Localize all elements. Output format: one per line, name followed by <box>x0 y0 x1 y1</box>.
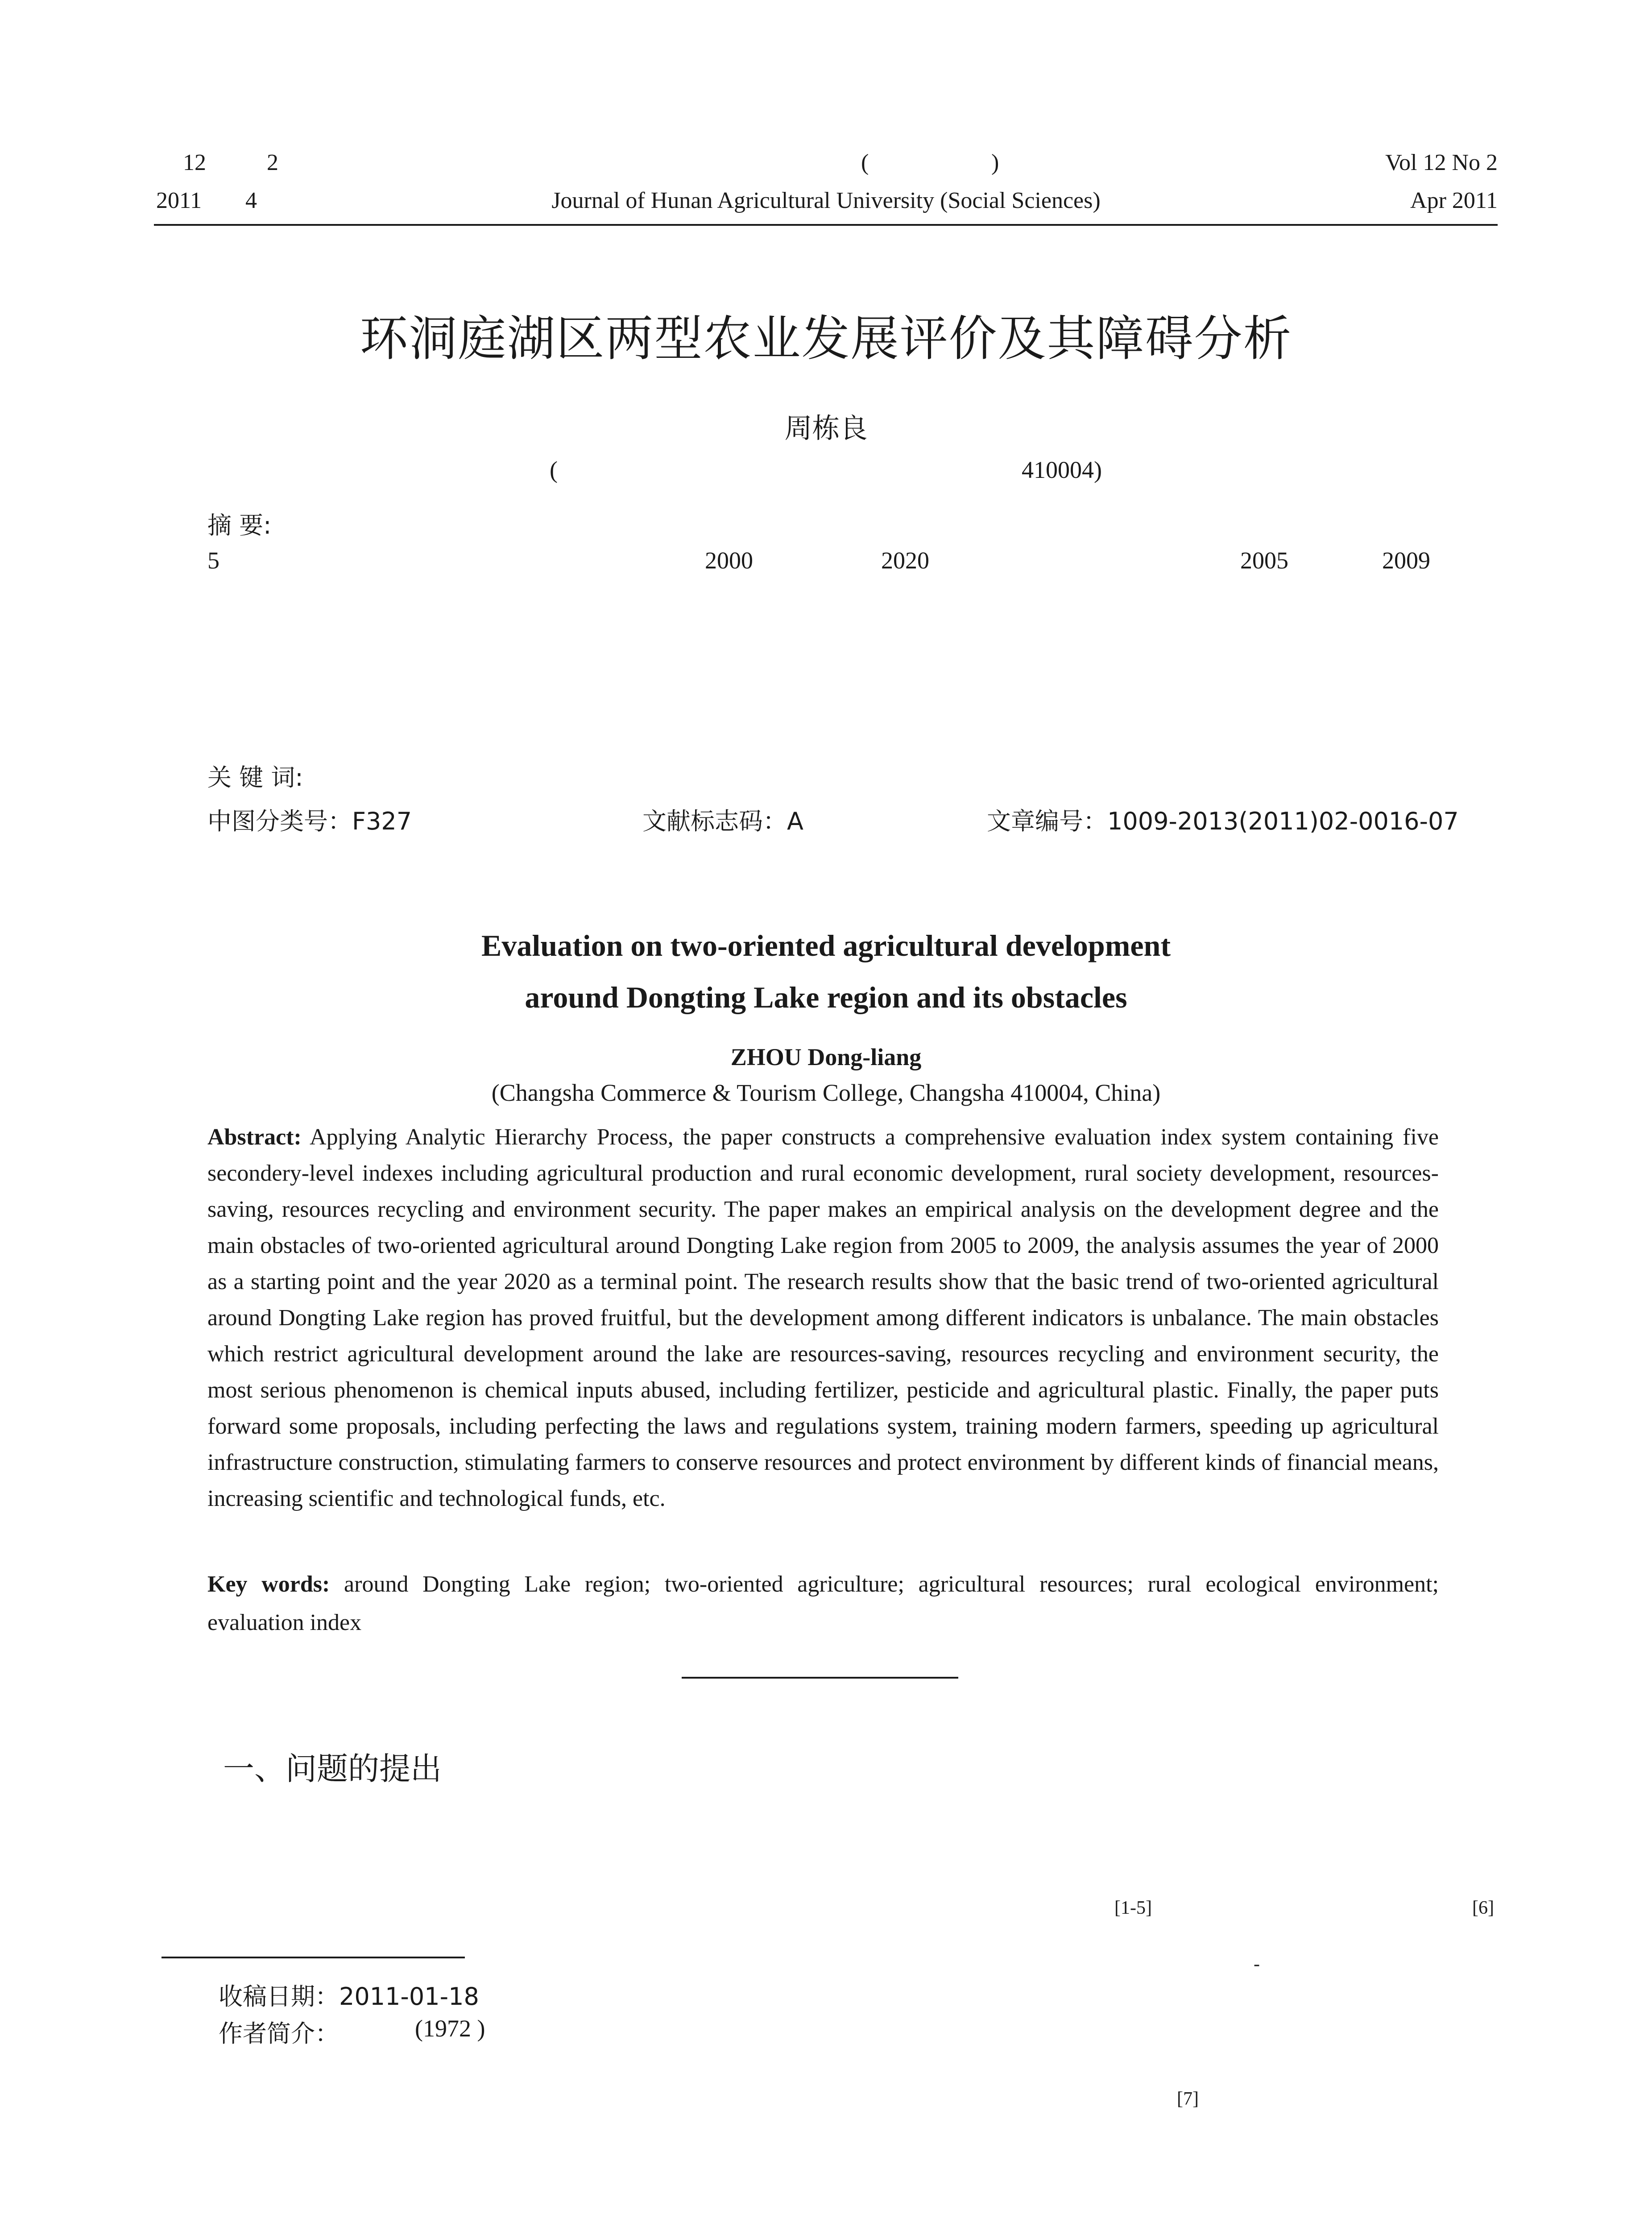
abstract-en-label: Abstract: <box>207 1124 302 1150</box>
clc-number: 中图分类号：F327 <box>207 807 412 835</box>
journal-name: Journal of Hunan Agricultural University (Social Sciences) <box>551 188 1101 213</box>
citation-6: [6] <box>1472 1898 1494 1918</box>
keywords-en <box>207 1565 1439 1642</box>
abstract-cn-label: 摘 要: <box>207 511 272 539</box>
footnote-rule <box>161 1957 465 1958</box>
header-volume-cn: 12 <box>183 150 206 175</box>
document-code: 文献标志码：A <box>642 807 803 835</box>
abstract-cn-year-2000: 2000 <box>705 547 753 574</box>
author-cn: 周栋良 <box>784 412 868 444</box>
keywords-cn-label: 关 键 词: <box>207 763 303 792</box>
abstract-en-text: Applying Analytic Hierarchy Process, the paper constructs a comprehensive evaluation index system containing five secondery-level indexes including agricultural production and rural economic development, rural society development, resources-saving, resources recycling and environment security. The paper makes an empirical analysis on the development degree and the main obstacles of two-oriented agricultural around Dongting Lake region from 2005 to 2009, the analysis assumes the year of 2000 as a starting point and the year 2020 as a terminal point. The research results show that the basic trend of two-oriented agricultural around Dongting Lake region has proved fruitful, but the development among different indicators is unbalance. The main obstacles which restrict agricultural development around the lake are resources-saving, resources recycling and environment security, the most serious phenomenon is chemical inputs abused, including fertilizer, pesticide and agricultural plastic. Finally, the paper puts forward some proposals, including perfecting the laws and regulations system, training modern farmers, speeding up agricultural infrastructure construction, stimulating farmers to conserve resources and protect environment by different kinds of financial means, increasing scientific and technological funds, etc. <box>207 1124 1439 1511</box>
abstract-cn-number: 5 <box>207 547 219 574</box>
abstract-en <box>207 1119 1439 1517</box>
citation-1-5: [1-5] <box>1114 1898 1152 1918</box>
header-date-en: Apr 2011 <box>1410 188 1498 213</box>
abstract-cn-year-2020: 2020 <box>881 547 929 574</box>
affiliation-cn-postcode: 410004) <box>1022 456 1102 483</box>
keywords-en-label: Key words: <box>207 1572 330 1597</box>
keywords-en-text: around Dongting Lake region; two-oriented agriculture; agricultural resources; rural ecological environment; evaluation index <box>207 1572 1439 1635</box>
section-heading: 一、问题的提出 <box>223 1750 442 1787</box>
separator-rule <box>682 1677 958 1679</box>
footnote-author-label: 作者简介： <box>219 2020 339 2048</box>
abstract-cn-year-2005: 2005 <box>1240 547 1288 574</box>
header-month-cn: 4 <box>245 188 257 213</box>
article-number: 文章编号：1009-2013(2011)02-0016-07 <box>987 807 1459 835</box>
header-rule <box>154 224 1498 226</box>
title-en-line1: Evaluation on two-oriented agricultural development <box>481 929 1171 962</box>
affiliation-cn-open: ( <box>550 456 558 483</box>
header-volume-en: Vol 12 No 2 <box>1385 150 1498 175</box>
title-en-line2: around Dongting Lake region and its obstacles <box>525 980 1127 1014</box>
footnote-received-date: 收稿日期：2011-01-18 <box>219 1982 479 2011</box>
body-dash: - <box>1254 1954 1260 1974</box>
header-year-cn: 2011 <box>156 188 202 213</box>
affiliation-en: (Changsha Commerce & Tourism College, Changsha 410004, China) <box>491 1079 1161 1106</box>
header-paren-open: ( <box>861 150 869 175</box>
author-en: ZHOU Dong-liang <box>730 1044 922 1070</box>
abstract-cn-year-2009: 2009 <box>1382 547 1430 574</box>
footnote-author-year: (1972 ) <box>415 2015 485 2042</box>
header-number-cn: 2 <box>267 150 278 175</box>
page-title-cn: 环洞庭湖区两型农业发展评价及其障碍分析 <box>360 311 1292 367</box>
citation-7: [7] <box>1177 2089 1199 2109</box>
header-paren-close: ) <box>991 150 999 175</box>
